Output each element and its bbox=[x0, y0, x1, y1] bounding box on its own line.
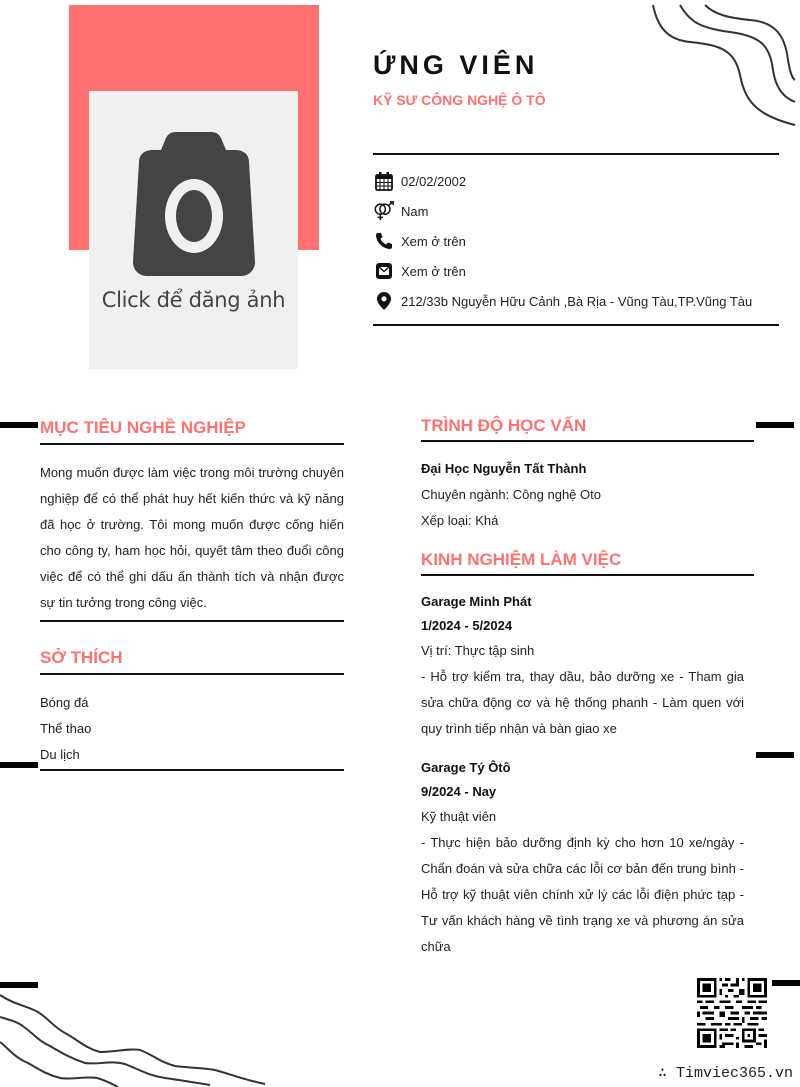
contact-email bbox=[373, 256, 779, 286]
decorative-bar bbox=[0, 762, 38, 768]
birthdate-value: 02/02/2002 bbox=[401, 173, 467, 189]
photo-upload[interactable] bbox=[89, 91, 298, 369]
hobby-item: Bóng đá bbox=[40, 695, 89, 710]
decorative-bar bbox=[0, 982, 38, 988]
decorative-waves-top bbox=[640, 0, 800, 130]
contact-info bbox=[373, 166, 779, 316]
job-period: 1/2024 - 5/2024 bbox=[421, 618, 513, 633]
decorative-bar bbox=[772, 980, 800, 986]
contact-birthdate bbox=[373, 166, 779, 196]
divider bbox=[373, 324, 779, 326]
decorative-waves-bottom bbox=[0, 990, 280, 1087]
school-name: Đại Học Nguyễn Tất Thành bbox=[421, 461, 587, 476]
divider bbox=[40, 620, 344, 622]
envelope-icon bbox=[373, 260, 395, 282]
phone-icon bbox=[373, 230, 395, 252]
section-title: MỤC TIÊU NGHỀ NGHIỆP bbox=[40, 418, 246, 437]
email-value: Xem ở trên bbox=[401, 263, 466, 279]
address-value: 212/33b Nguyễn Hữu Cảnh ,Bà Rịa - Vũng Tàu,TP.Vũng Tàu bbox=[401, 293, 753, 309]
camera-icon bbox=[131, 132, 257, 276]
objective-text: Mong muốn được làm việc trong môi trường chuyên nghiệp để có thể phát huy hết kiến thức và kỹ năng đã học ở trường. Tôi mong muốn được cống hiến cho công ty, ham học hỏi, quyết tâm theo đuổi công việc để có thể ghi dấu ấn thành tích và nhận được sự tin tưởng trong công việc. bbox=[40, 465, 344, 610]
divider bbox=[421, 574, 754, 576]
experience-section bbox=[421, 550, 754, 960]
decorative-bar bbox=[756, 422, 794, 428]
job-entry bbox=[421, 590, 754, 742]
decorative-bar bbox=[0, 422, 38, 428]
job-position: Vị trí: Thực tập sinh bbox=[421, 643, 535, 658]
gender-icon bbox=[373, 200, 395, 222]
section-title: KINH NGHIỆM LÀM VIỆC bbox=[421, 550, 622, 569]
job-description: - Thực hiện bảo dưỡng định kỳ cho hơn 10 xe/ngày - Chẩn đoán và sửa chữa các lỗi cơ bản đến trung bình - Hỗ trợ kỹ thuật viên chính xử lý các lỗi điện phức tạp - Tư vấn khách hàng về tình trạng xe và phương án sửa chữa bbox=[421, 835, 744, 954]
photo-upload-caption: Click để đăng ảnh bbox=[101, 288, 286, 312]
job-position: Kỹ thuật viên bbox=[421, 809, 497, 824]
major: Chuyên ngành: Công nghệ Oto bbox=[421, 487, 601, 502]
section-title: TRÌNH ĐỘ HỌC VẤN bbox=[421, 416, 587, 435]
education-section bbox=[421, 416, 754, 534]
hobby-item: Thể thao bbox=[40, 721, 92, 736]
hobbies-section bbox=[40, 648, 344, 771]
candidate-name: ỨNG VIÊN bbox=[373, 50, 539, 80]
contact-phone bbox=[373, 226, 779, 256]
contact-gender bbox=[373, 196, 779, 226]
job-description: - Hỗ trợ kiểm tra, thay dầu, bảo dưỡng xe - Tham gia sửa chữa động cơ và hệ thống phanh - Làm quen với quy trình tiếp nhận và bàn giao xe bbox=[421, 669, 744, 736]
job-title: KỸ SƯ CÔNG NGHỆ Ô TÔ bbox=[373, 92, 546, 108]
company-name: Garage Tý Ôtô bbox=[421, 760, 511, 775]
qr-code bbox=[697, 978, 767, 1048]
grade: Xếp loại: Khá bbox=[421, 513, 499, 528]
hobby-item: Du lịch bbox=[40, 747, 80, 762]
divider bbox=[421, 440, 754, 442]
calendar-icon bbox=[373, 170, 395, 192]
contact-address bbox=[373, 286, 779, 316]
divider bbox=[373, 153, 779, 155]
divider bbox=[40, 443, 344, 445]
section-title: SỞ THÍCH bbox=[40, 648, 123, 667]
company-name: Garage Minh Phát bbox=[421, 594, 532, 609]
divider bbox=[40, 769, 344, 771]
job-period: 9/2024 - Nay bbox=[421, 784, 497, 799]
gender-value: Nam bbox=[401, 203, 429, 219]
decorative-bar bbox=[756, 752, 794, 758]
objective-section bbox=[40, 418, 344, 622]
divider bbox=[40, 673, 344, 675]
job-entry bbox=[421, 756, 754, 960]
phone-value: Xem ở trên bbox=[401, 233, 466, 249]
map-pin-icon bbox=[373, 290, 395, 312]
footer-brand: ∴ Timviec365.vn bbox=[658, 1065, 794, 1082]
